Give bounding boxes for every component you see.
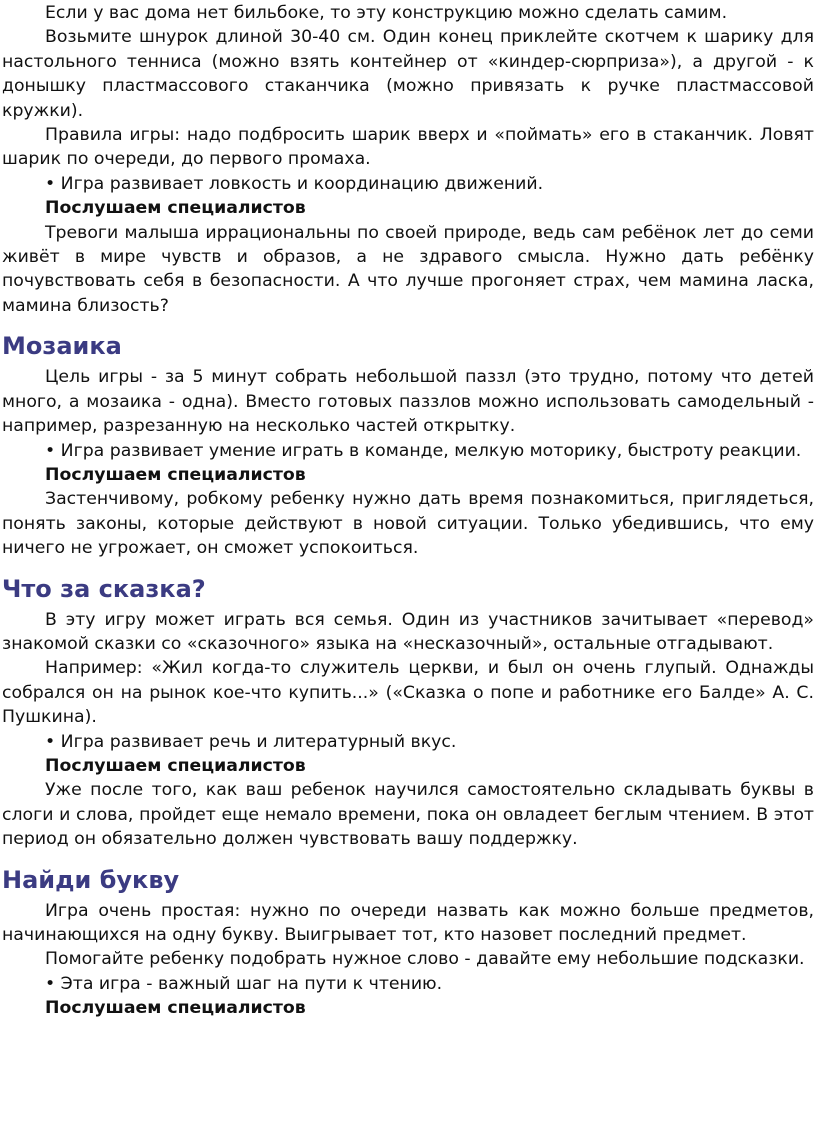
paragraph: Цель игры - за 5 минут собрать небольшой паззл (это трудно, потому что детей много, а мозаика - одна). Вместо готовых паззлов можно использовать самодельный - например, разрезанную на несколько частей открытку. xyxy=(2,367,814,437)
section-heading: Найди букву xyxy=(2,865,180,894)
subheading: Послушаем специалистов xyxy=(45,998,306,1019)
paragraph: Если у вас дома нет бильбоке, то эту конструкцию можно сделать самим. xyxy=(45,3,728,23)
paragraph: Игра очень простая: нужно по очереди назвать как можно больше предметов, начинающихся на одну букву. Выигрывает тот, кто назовет последний предмет. xyxy=(2,900,814,945)
bullet-paragraph: • Игра развивает умение играть в команде, мелкую моторику, быстроту реакции. xyxy=(45,440,802,461)
section-heading: Мозаика xyxy=(2,332,122,361)
bullet-paragraph: • Игра развивает речь и литературный вкус. xyxy=(45,731,457,752)
paragraph: Например: «Жил когда-то служитель церкви, и был он очень глупый. Однажды собрался он на рынок кое-что купить...» («Сказка о попе и работнике его Балде» А. С. Пушкина). xyxy=(2,658,814,728)
document-page xyxy=(0,1,816,1121)
paragraph: Застенчивому, робкому ребенку нужно дать время познакомиться, приглядеться, понять законы, которые действуют в новой ситуации. Только убедившись, что ему ничего не угрожает, он сможет успокоиться. xyxy=(2,489,814,559)
paragraph: Уже после того, как ваш ребенок научился самостоятельно складывать буквы в слоги и слова, пройдет еще немало времени, пока он овладеет беглым чтением. В этот период он обязательно должен чувствовать вашу поддержку. xyxy=(2,780,814,850)
section-heading: Что за сказка? xyxy=(2,574,206,603)
paragraph: Возьмите шнурок длиной 30-40 см. Один конец приклейте скотчем к шарику для настольного тенниса (можно взять контейнер от «киндер-сюрприза»), а другой - к донышку пластмассового стаканчика (можно привязать к ручке пластмассовой кружки). xyxy=(2,27,814,121)
subheading: Послушаем специалистов xyxy=(45,464,306,485)
paragraph: Правила игры: надо подбросить шарик вверх и «поймать» его в стаканчик. Ловят шарик по очереди, до первого промаха. xyxy=(2,125,814,170)
subheading: Послушаем специалистов xyxy=(45,755,306,776)
paragraph: Тревоги малыша иррациональны по своей природе, ведь сам ребёнок лет до семи живёт в мире чувств и образов, а не здравого смысла. Нужно дать ребёнку почувствовать себя в безопасности. А что лучше прогоняет страх, чем мамина ласка, мамина близость? xyxy=(2,222,814,316)
paragraph: В эту игру может играть вся семья. Один из участников зачитывает «перевод» знакомой сказки со «сказочного» языка на «несказочный», остальные отгадывают. xyxy=(2,609,814,654)
bullet-paragraph: • Игра развивает ловкость и координацию движений. xyxy=(45,173,544,194)
paragraph: Помогайте ребенку подобрать нужное слово - давайте ему небольшие подсказки. xyxy=(45,949,805,970)
subheading: Послушаем специалистов xyxy=(45,198,306,219)
bullet-paragraph: • Эта игра - важный шаг на пути к чтению. xyxy=(45,973,443,994)
